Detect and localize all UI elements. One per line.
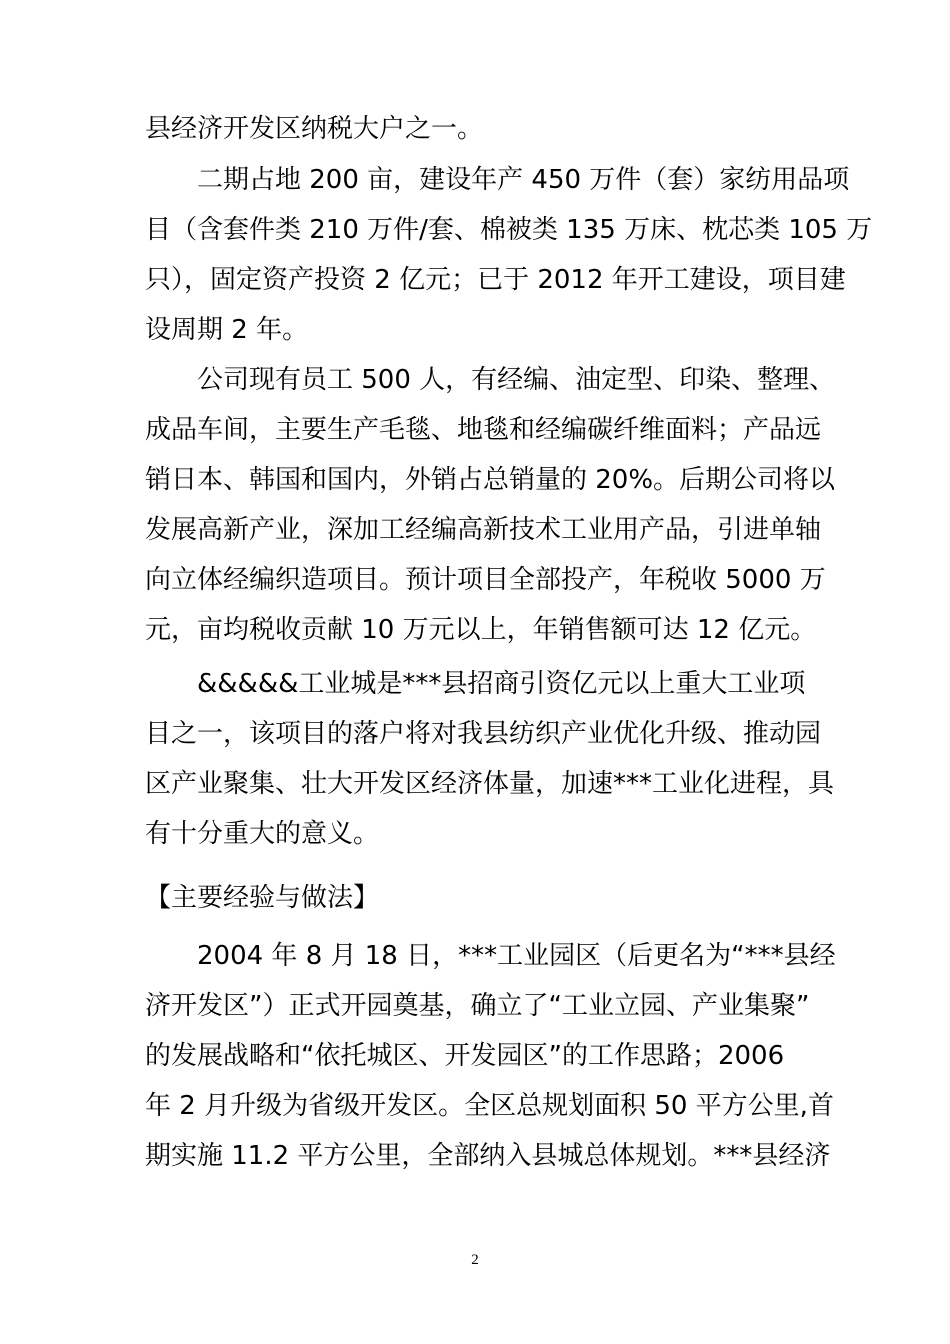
paragraph-first-line: &&&&&工业城是***县招商引资亿元以上重大工业项 [197,669,806,699]
text-line: 向立体经编织造项目。预计项目全部投产，年税收 5000 万 [145,565,826,595]
text-line: 的发展战略和“依托城区、开发园区”的工作思路；2006 [145,1041,785,1071]
text-line: 设周期 2 年。 [145,315,309,345]
text-line: 区产业聚集、壮大开发区经济体量，加速***工业化进程，具 [145,769,835,799]
page-number: 2 [471,1252,479,1268]
paragraph-first-line: 2004 年 8 月 18 日，***工业园区（后更名为“***县经 [197,941,836,971]
text-line: 发展高新产业，深加工经编高新技术工业用产品，引进单轴 [145,515,822,545]
text-line: 元，亩均税收贡献 10 万元以上，年销售额可达 12 亿元。 [145,615,817,645]
text-line: 有十分重大的意义。 [145,819,380,849]
text-line: 只），固定资产投资 2 亿元；已于 2012 年开工建设，项目建 [145,265,846,295]
paragraph-first-line: 公司现有员工 500 人，有经编、油定型、印染、整理、 [197,365,836,395]
paragraph-first-line: 二期占地 200 亩，建设年产 450 万件（套）家纺用品项 [197,165,850,195]
text-line: 成品车间，主要生产毛毯、地毯和经编碳纤维面料；产品远 [145,415,822,445]
text-line: 目之一，该项目的落户将对我县纺织产业优化升级、推动园 [145,719,822,749]
section-heading: 【主要经验与做法】 [145,883,380,913]
text-line: 期实施 11.2 平方公里，全部纳入县城总体规划。***县经济 [145,1141,831,1171]
text-line: 县经济开发区纳税大户之一。 [145,114,484,144]
text-line: 销日本、韩国和国内，外销占总销量的 20%。后期公司将以 [145,465,836,495]
text-line: 年 2 月升级为省级开发区。全区总规划面积 50 平方公里,首 [145,1091,834,1121]
text-line: 目（含套件类 210 万件/套、棉被类 135 万床、枕芯类 105 万 [145,215,873,245]
text-line: 济开发区”）正式开园奠基，确立了“工业立园、产业集聚” [145,991,810,1021]
